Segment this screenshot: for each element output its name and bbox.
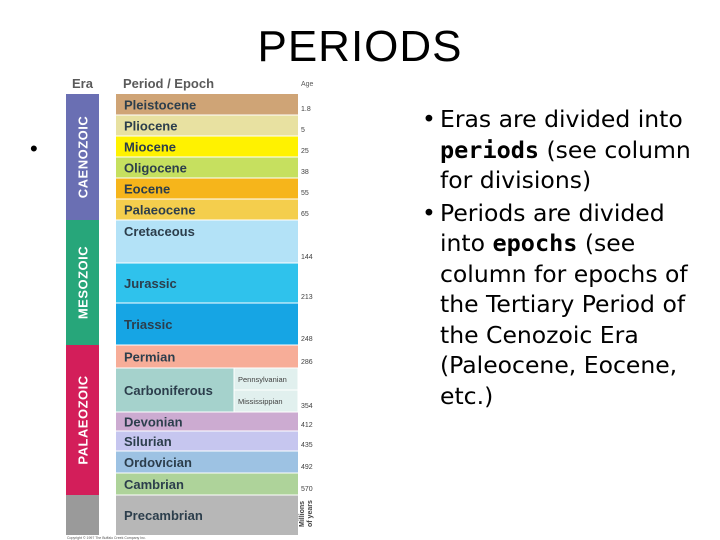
age-label: 38 [301,169,309,176]
age-label: 412 [301,422,313,429]
units-label-line1: Millions [299,500,306,527]
period-label-pleistocene: Pleistocene [124,97,197,113]
period-label-precambrian: Precambrian [124,508,203,523]
bullet-item-eras [420,104,715,196]
bullet-text-end: (see column for epochs of the Tertiary Period of the Cenozoic Era (Paleocene, Eocene, etc.) [440,229,688,410]
period-label-triassic: Triassic [124,317,173,332]
era-label-palaeozoic: PALAEOZOIC [75,375,91,465]
age-label: 248 [301,336,313,343]
period-label-cretaceous: Cretaceous [124,224,195,239]
age-label: 286 [301,359,313,366]
period-label-oligocene: Oligocene [124,160,187,176]
age-label: 144 [301,254,313,261]
era-label-caenozoic: CAENOZOIC [75,115,91,199]
age-label: 492 [301,464,313,471]
age-label: 55 [301,190,309,197]
period-label-permian: Permian [124,349,176,365]
period-label-carboniferous: Carboniferous [124,383,213,398]
age-label: 354 [301,403,313,410]
empty-bullet-marker: • [30,136,38,161]
era-band-precambrian [66,495,99,535]
age-label: 435 [301,442,313,449]
bullet-keyword-periods: periods [440,135,540,164]
age-label: 213 [301,294,313,301]
copyright-notice: Copyright © 1997 The Buffalo Creek Company Inc. [67,536,146,540]
period-label-eocene: Eocene [124,181,171,197]
period-label-cambrian: Cambrian [124,477,184,492]
period-label-palaeocene: Palaeocene [124,202,196,218]
period-label-devonian: Devonian [124,414,183,430]
subdivision-label-mississippian: Mississippian [238,397,283,406]
period-label-ordovician: Ordovician [124,455,192,470]
bullet-marker: • [422,105,436,133]
period-label-silurian: Silurian [124,434,172,449]
bullet-list [420,104,715,411]
bullet-item-periods [420,198,715,412]
units-label-line2: of years [307,500,314,527]
subdivision-label-pennsylvanian: Pennsylvanian [238,375,287,384]
age-label: 1.8 [301,106,311,113]
slide-title: PERIODS [257,22,463,71]
age-label: 25 [301,148,309,155]
bullet-keyword-epochs: epochs [492,229,578,257]
period-label-jurassic: Jurassic [124,276,177,291]
bullet-text-end: (see column for divisions) [440,135,691,194]
period-label-miocene: Miocene [124,139,177,155]
geologic-timescale-chart [66,75,336,540]
era-label-mesozoic: MESOZOIC [75,245,91,320]
bullet-text-start: Periods are divided into [440,198,665,257]
age-label: 65 [301,211,309,218]
header-era: Era [72,76,93,91]
bullet-text-start: Eras are divided into [440,105,683,133]
bullet-marker: • [422,198,436,227]
header-period-epoch: Period / Epoch [123,76,215,91]
age-label: 570 [301,486,313,493]
age-label: 5 [301,127,305,134]
header-age: Age [301,81,314,88]
period-label-pliocene: Pliocene [124,118,178,134]
